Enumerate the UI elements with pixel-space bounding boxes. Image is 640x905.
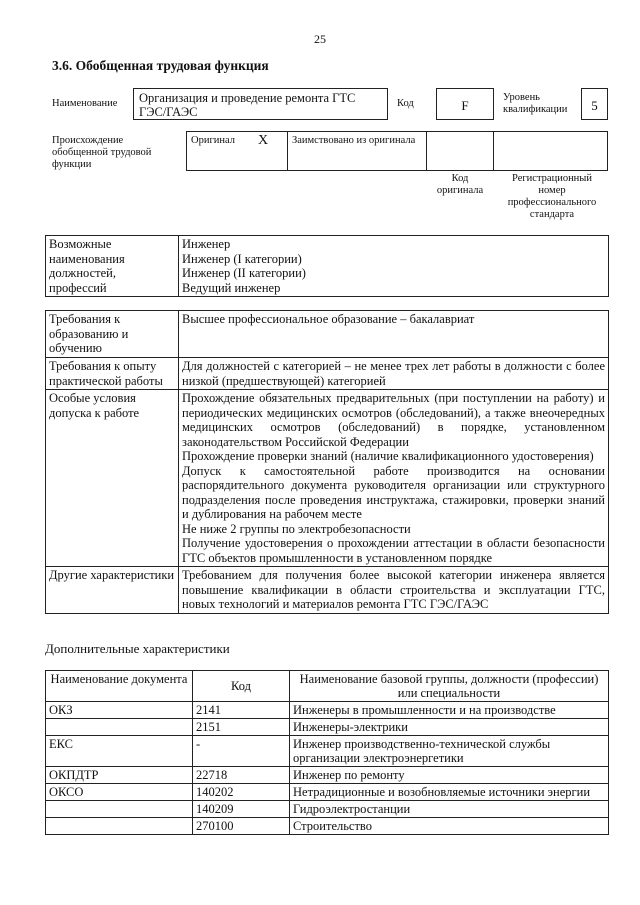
table-row (46, 767, 609, 784)
row-name: Инженеры в промышленности и на производстве (290, 702, 609, 719)
row-name: Строительство (290, 818, 609, 835)
row-doc: ОКСО (46, 784, 193, 801)
position-item: Ведущий инженер (182, 280, 281, 295)
row-code: 140209 (193, 801, 290, 818)
experience-label: Требования к опыту практической работы (46, 358, 179, 390)
admission-line: Допуск к самостоятельной работе производится на основании распорядительного документа руководителя организации или структурного подразделения после проведения инструктажа, стажировки, проверки знаний и дублирования на рабочем месте (182, 463, 605, 521)
position-item: Инженер (I категории) (182, 251, 302, 266)
other-line: Требованием для получения более высокой категории инженера является повышение квалификации в области строительства и эксплуатации ГТС, новых технологий и материалов ремонта ГТС ГЭС/ГАЭС (182, 568, 605, 611)
row-code: - (193, 736, 290, 767)
admission-line: Прохождение обязательных предварительных (при поступлении на работу) и периодических медицинских осмотров (обследований), а также внеочередных медицинских осмотров (обследований) в порядке, установленном законодательством Российской Федерации (182, 391, 605, 449)
position-item: Инженер (II категории) (182, 266, 306, 280)
page-number: 25 (314, 32, 326, 46)
admission-line: Не ниже 2 группы по электробезопасности (182, 521, 411, 536)
header-doc: Наименование документа (46, 671, 193, 702)
code-label: Код (397, 98, 414, 109)
experience-line: Для должностей с категорией – не менее трех лет работы в должности с более низкой (предшествующей) категорией (182, 359, 605, 388)
row-name: Инженеры-электрики (290, 719, 609, 736)
positions-list (179, 236, 609, 297)
education-label: Требования к образованию и обучению (46, 311, 179, 358)
positions-table (45, 235, 609, 297)
experience-value (179, 358, 609, 390)
row-doc: ЕКС (46, 736, 193, 767)
original-mark: X (258, 133, 269, 148)
row-code: 2151 (193, 719, 290, 736)
row-doc: ОКПДТР (46, 767, 193, 784)
origin-label: Происхождение обобщенной трудовой функции (52, 135, 152, 170)
name-label: Наименование (52, 98, 118, 109)
name-value: Организация и проведение ремонта ГТС ГЭС/ГАЭС (139, 91, 356, 119)
origin-divider (287, 131, 288, 171)
row-name: Инженер производственно-технической службы организации электроэнергетики (290, 736, 609, 767)
borrowed-label: Заимствовано из оригинала (292, 135, 416, 146)
other-label: Другие характеристики (46, 567, 179, 614)
origin-divider (426, 131, 427, 171)
admission-value (179, 390, 609, 567)
row-code: 140202 (193, 784, 290, 801)
level-value-box (581, 88, 608, 120)
row-doc (46, 719, 193, 736)
row-code: 270100 (193, 818, 290, 835)
row-doc: ОКЗ (46, 702, 193, 719)
row-doc (46, 818, 193, 835)
header-name: Наименование базовой группы, должности (профессии) или специальности (290, 671, 609, 702)
admission-label: Особые условия допуска к работе (46, 390, 179, 567)
other-value (179, 567, 609, 614)
level-label: Уровень квалификации (503, 92, 568, 115)
code-value: F (461, 98, 469, 113)
level-value: 5 (591, 98, 598, 113)
origin-divider (493, 131, 494, 171)
row-name: Инженер по ремонту (290, 767, 609, 784)
original-label: Оригинал (191, 135, 235, 146)
table-row (46, 818, 609, 835)
education-line: Высшее профессиональное образование – бакалавриат (182, 312, 475, 326)
row-name: Гидроэлектростанции (290, 801, 609, 818)
row-code: 2141 (193, 702, 290, 719)
table-row (46, 736, 609, 767)
table-row (46, 719, 609, 736)
education-value (179, 311, 609, 358)
row-code: 22718 (193, 767, 290, 784)
code-value-box (436, 88, 494, 120)
positions-label: Возможные наименования должностей, профессий (46, 236, 179, 297)
table-row (46, 702, 609, 719)
requirements-table (45, 310, 609, 614)
position-item: Инженер (182, 237, 231, 251)
header-code: Код (193, 671, 290, 702)
additional-title: Дополнительные характеристики (45, 641, 230, 656)
table-row (46, 801, 609, 818)
admission-line: Прохождение проверки знаний (наличие квалификационного удостоверения) (182, 449, 594, 463)
reg-number-label: Регистрационный номер профессионального стандарта (507, 173, 597, 220)
admission-line: Получение удостоверения о прохождении аттестации в области безопасности ГТС объектов промышленности в установленном порядке (182, 536, 605, 565)
code-original-label: Код оригинала (436, 173, 484, 196)
table-row (46, 784, 609, 801)
row-name: Нетрадиционные и возобновляемые источники энергии (290, 784, 609, 801)
additional-table (45, 670, 609, 835)
section-title: 3.6. Обобщенная трудовая функция (52, 58, 269, 73)
name-value-box (133, 88, 388, 120)
row-doc (46, 801, 193, 818)
